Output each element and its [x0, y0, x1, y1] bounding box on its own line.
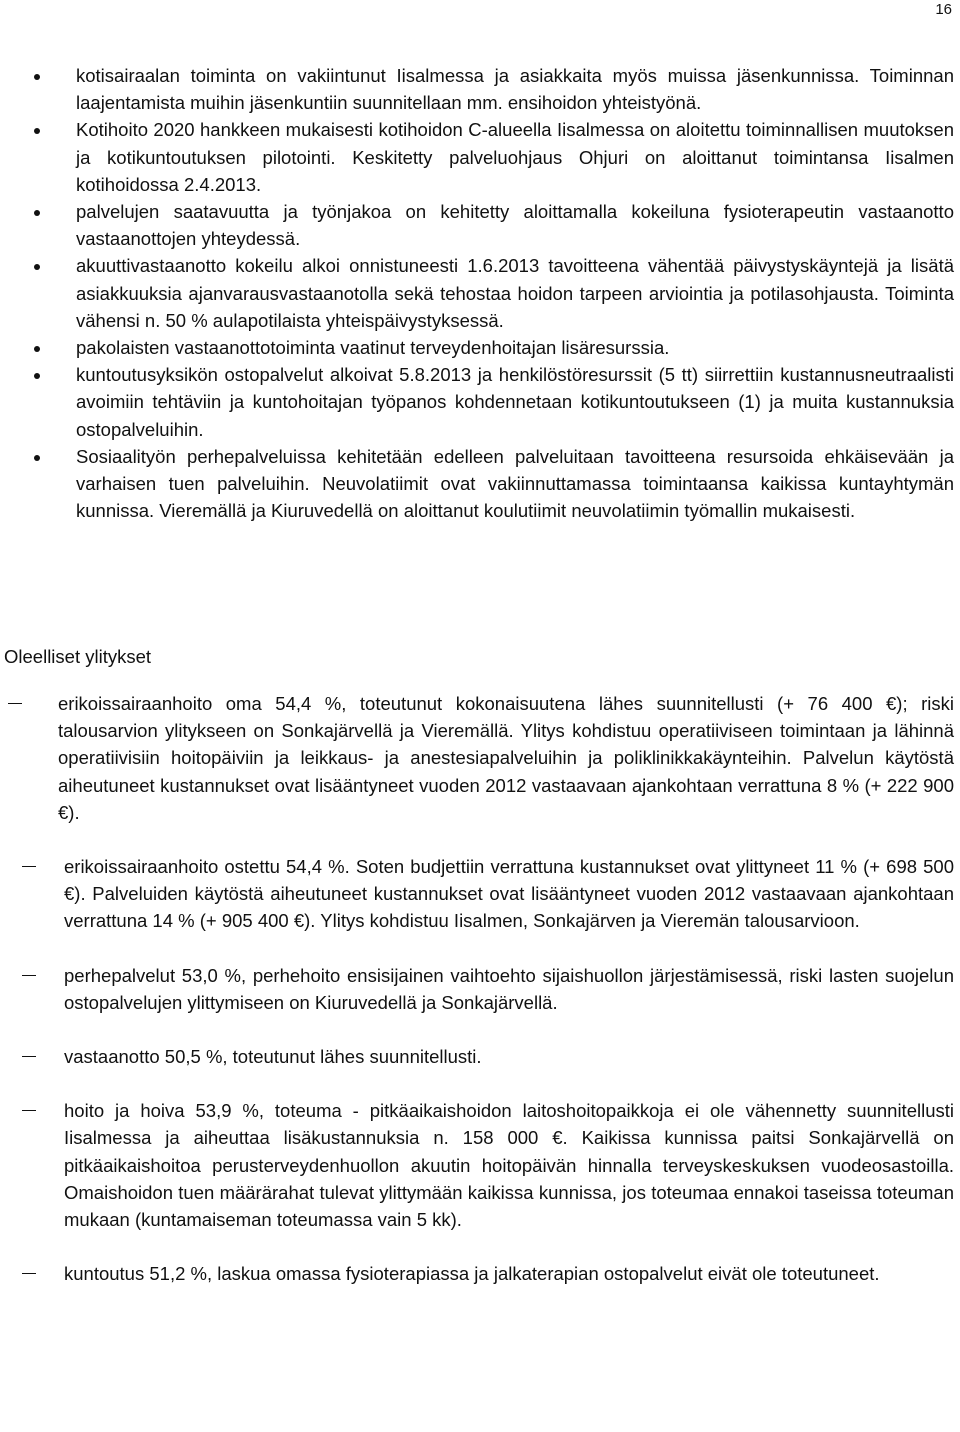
bullet-item: [28, 62, 954, 116]
dash-text: vastaanotto 50,5 %, toteutunut lähes suunnitellusti.: [64, 1046, 482, 1068]
dash-icon: [22, 1056, 36, 1057]
bullet-item: [28, 443, 954, 525]
bullet-dot-icon: [34, 373, 40, 379]
bullet-text: kuntoutusyksikön ostopalvelut alkoivat 5.8.2013 ja henkilöstöresurssit (5 tt) siirrettiin kustannusneutraalisti avoimiin tehtäviin ja kuntohoitajan työpanos kohdennetaan kotikuntoutukseen (1) ja muita kustannuksia ostopalveluihin.: [76, 364, 954, 440]
bullet-dot-icon: [34, 74, 40, 80]
bullet-list: [28, 62, 954, 524]
dash-text: hoito ja hoiva 53,9 %, toteuma - pitkäaikaishoidon laitoshoitopaikkoja ei ole vähennetty suunnitellusti Iisalmessa ja aiheuttaa lisäkustannuksia n. 158 000 €. Kaikissa kunnissa paitsi Sonkajärvellä on pitkäaikaishoitoa perusterveydenhuollon akuutin hoitopäivän hinnalla terveyskeskuksen vuodeosastoilla. Omaishoidon tuen määrärahat tulevat ylittymään kaikissa kunnissa, jos toteumaa ennakoi taseissa toteuman mukaan (kuntamaiseman toteumassa vain 5 kk).: [64, 1100, 954, 1231]
dash-item: [0, 1260, 954, 1287]
bullet-dot-icon: [34, 210, 40, 216]
dash-item: [0, 690, 954, 826]
dash-icon: [22, 975, 36, 976]
dash-list: [0, 690, 954, 1314]
dash-item: [0, 1097, 954, 1233]
dash-icon: [8, 703, 22, 704]
dash-icon: [22, 1110, 36, 1111]
dash-text: perhepalvelut 53,0 %, perhehoito ensisijainen vaihtoehto sijaishuollon järjestämisessä, riski lasten suojelun ostopalvelujen ylittymiseen on Kiuruvedellä ja Sonkajärvellä.: [64, 964, 954, 1013]
bullet-dot-icon: [34, 455, 40, 461]
dash-text: erikoissairaanhoito ostettu 54,4 %. Soten budjettiin verrattuna kustannukset ovat ylittyneet 11 % (+ 698 500 €). Palveluiden käytöstä aiheutuneet kustannukset ovat lisääntyneet vuoden 2012 vastaavaan ajankohtaan verrattuna 14 % (+ 905 400 €). Ylitys kohdistuu Iisalmen, Sonkajärven ja Vieremän talousarvioon.: [64, 856, 954, 932]
section-title: Oleelliset ylitykset: [4, 646, 152, 667]
dash-text: kuntoutus 51,2 %, laskua omassa fysioterapiassa ja jalkaterapian ostopalvelut eivät ole toteutuneet.: [64, 1263, 880, 1285]
bullet-text: palvelujen saatavuutta ja työnjakoa on kehitetty aloittamalla kokeiluna fysioterapeutin vastaanotto vastaanottojen yhteydessä.: [76, 201, 954, 250]
dash-text: erikoissairaanhoito oma 54,4 %, toteutunut kokonaisuutena lähes suunnitellusti (+ 76 400 €); riski talousarvion ylitykseen on Sonkajärvellä ja Vieremällä. Ylitys kohdistuu operatiiviseen toimintaan ja lähinnä operatiivisiin hoitopäiviin ja leikkaus- ja anestesiapalveluihin ja poliklinikkakäynteihin. Palvelun käytöstä aiheutuneet kustannukset ovat lisääntyneet vuoden 2012 vastaavaan ajankohtaan verrattuna 8 % (+ 222 900 €).: [58, 693, 954, 823]
bullet-text: Kotihoito 2020 hankkeen mukaisesti kotihoidon C-alueella Iisalmessa on aloitettu toiminnallisen muutoksen ja kotikuntoutuksen pilotointi. Keskitetty palveluohjaus Ohjuri on aloittanut toimintansa Iisalmen kotihoidossa 2.4.2013.: [76, 119, 954, 195]
bullet-text: akuuttivastaanotto kokeilu alkoi onnistuneesti 1.6.2013 tavoitteena vähentää päivystyskäyntejä ja lisätä asiakkuuksia ajanvarausvastaanotolla sekä tehostaa hoidon tarpeen arviointia ja potilasohjausta. Toiminta vähensi n. 50 % aulapotilaista yhteispäivystyksessä.: [76, 255, 954, 331]
dash-icon: [22, 866, 36, 867]
dash-icon: [22, 1273, 36, 1274]
bullet-dot-icon: [34, 346, 40, 352]
bullet-item: [28, 198, 954, 252]
bullet-text: pakolaisten vastaanottotoiminta vaatinut terveydenhoitajan lisäresurssia.: [76, 337, 670, 359]
dash-item: [0, 853, 954, 935]
bullet-text: kotisairaalan toiminta on vakiintunut Iisalmessa ja asiakkaita myös muissa jäsenkunnissa. Toiminnan laajentamista muihin jäsenkuntiin suunnitellaan mm. ensihoidon yhteistyönä.: [76, 65, 954, 114]
bullet-item: [28, 361, 954, 443]
bullet-dot-icon: [34, 264, 40, 270]
bullet-item: [28, 116, 954, 198]
bullet-text: Sosiaalityön perhepalveluissa kehitetään edelleen palveluitaan tavoitteena resursoida ehkäisevään ja varhaisen tuen palveluihin. Neuvolatiimit ovat vakiinnuttamassa toimintaansa kaikissa kuntayhtymän kunnissa. Vieremällä ja Kiuruvedellä on aloittanut koulutiimit neuvolatiimin työmallin mukaisesti.: [76, 445, 954, 522]
dash-item: [0, 1043, 954, 1070]
bullet-item: [28, 334, 954, 361]
page-number: 16: [935, 1, 952, 18]
bullet-item: [28, 252, 954, 334]
bullet-dot-icon: [34, 128, 40, 134]
dash-item: [0, 962, 954, 1016]
